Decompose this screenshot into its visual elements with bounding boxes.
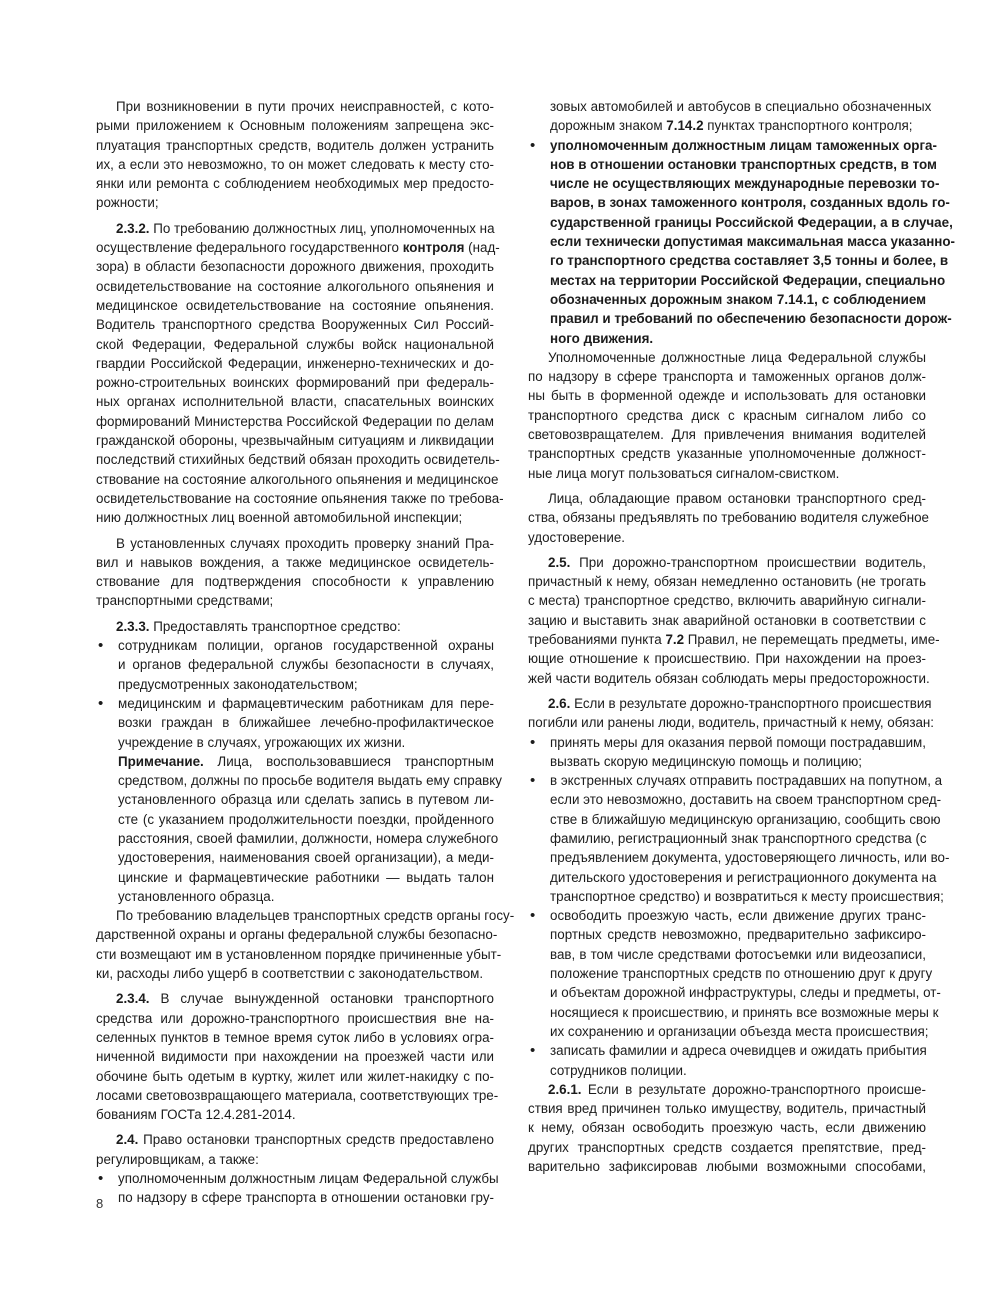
text-line: го транспортного средства составляет 3,5 тонны и более, в bbox=[550, 253, 949, 269]
bullet-item-customs bbox=[528, 136, 956, 348]
clause-number: 2.3.3. bbox=[116, 618, 150, 634]
text-line: ствование для подтверждения способности к управлению bbox=[96, 574, 494, 590]
text-line: к нему, обязан освободить проезжую часть, если движению bbox=[528, 1120, 926, 1136]
text-line: сти возмещают им в установленном порядке причиненные убыт- bbox=[96, 946, 502, 962]
text-line: В установленных случаях проходить проверку знаний Пра- bbox=[116, 535, 494, 551]
text-run: пунктах транспортного контроля; bbox=[703, 118, 913, 134]
text-line: портных средств невозможно, предварительно зафиксиро- bbox=[550, 927, 926, 943]
text-line: янки или ремонта с соблюдением необходимых мер предосто- bbox=[96, 176, 494, 192]
text-line: и объектам дорожной инфраструктуры, следы и предметы, от- bbox=[550, 985, 941, 1001]
text-line: средства или дорожно-транспортного происшествия вне на- bbox=[96, 1010, 494, 1026]
text-line: дительского удостоверения и регистрационного документа на bbox=[550, 869, 937, 885]
clause-number: 2.6. bbox=[548, 695, 571, 711]
text-line bbox=[118, 752, 494, 771]
text-run: осуществление федерального государственного bbox=[96, 240, 403, 256]
text-line: если технически допустимая максимальная масса указанно- bbox=[550, 234, 956, 250]
clause-number: 2.4. bbox=[116, 1132, 139, 1148]
text-line: возки граждан в ближайшее лечебно-профилактическое bbox=[118, 715, 494, 731]
text-line: ных органах исполнительной власти, спасательных воинских bbox=[96, 394, 494, 410]
left-column bbox=[96, 97, 515, 1208]
text-line: транспортными средствами; bbox=[96, 593, 274, 609]
text-line: обозначенных дорожным знаком 7.14.1, с соблюдением bbox=[550, 291, 926, 307]
text-line: вав, в том числе средствами фотосъемки или видеозаписи, bbox=[550, 946, 926, 962]
text-line: сотрудников полиции. bbox=[550, 1062, 687, 1078]
paragraph-officials-uniform bbox=[528, 348, 926, 483]
text-line bbox=[96, 989, 494, 1008]
text-run: Предоставлять транспортное средство: bbox=[149, 618, 401, 634]
clause-number: 2.5. bbox=[548, 554, 571, 570]
text-line: ниченной видимости при нахождении на проезжей части или bbox=[96, 1049, 494, 1065]
bullet-item bbox=[528, 906, 941, 1041]
paragraph-2-3-4 bbox=[96, 989, 499, 1124]
text-line: • в экстренных случаях отправить пострадавших на попутном, а bbox=[550, 773, 943, 789]
text-line: световозвращателем. Для привлечения внимания водителей bbox=[528, 427, 926, 443]
text-line: стве в ближайшую медицинскую организацию, сообщить свою bbox=[550, 811, 941, 827]
bullet-item bbox=[528, 1041, 926, 1080]
text-line: по надзору в сфере транспорта и таможенных органов долж- bbox=[528, 369, 926, 385]
text-line: варов, в зонах таможенного контроля, созданных вдоль го- bbox=[550, 195, 950, 211]
text-line: фамилию, регистрационный знак транспортного средства (с bbox=[550, 830, 927, 846]
text-line: дарственной охраны и органы федеральной службы безопасно- bbox=[96, 927, 498, 943]
text-line: медицинское освидетельствование на состояние опьянения. bbox=[96, 297, 494, 313]
text-run: По требованию должностных лиц, уполномоченных на bbox=[149, 220, 495, 236]
text-line: сударственной границы Российской Федерации, а в случае, bbox=[550, 214, 953, 230]
paragraph-knowledge-check bbox=[96, 534, 494, 611]
paragraph-2-6-1 bbox=[528, 1080, 926, 1176]
text-line: варительно зафиксировав любыми возможными способами, bbox=[528, 1159, 926, 1175]
text-line: транспортных средств указанные уполномоченные должност- bbox=[528, 446, 926, 462]
text-line: зовых автомобилей и автобусов в специально обозначенных bbox=[550, 99, 932, 114]
text-run: В случае вынужденной остановки транспортного bbox=[149, 991, 494, 1007]
text-line: рожности; bbox=[96, 195, 159, 211]
bullet-item bbox=[528, 733, 926, 772]
text-line: носящиеся к происшествию, и принять все возможные меры к bbox=[550, 1004, 939, 1020]
text-run: (над- bbox=[464, 240, 500, 256]
text-line: погибли или ранены люди, водитель, причастный к нему, обязан: bbox=[528, 715, 935, 731]
paragraph-2-6 bbox=[528, 694, 935, 733]
text-line: ствия вред причинен только имуществу, водитель, причастный bbox=[528, 1101, 926, 1117]
text-line: ные лица могут пользоваться сигналом-свистком. bbox=[528, 465, 840, 481]
text-line: средством, должны по просьбе водителя выдать ему справку bbox=[118, 773, 502, 789]
text-line: Лица, обладающие правом остановки транспортного сред- bbox=[548, 490, 926, 506]
paragraph-2-3-2 bbox=[96, 219, 504, 528]
page-number: 8 bbox=[96, 1196, 104, 1211]
text-line: Уполномоченные должностные лица Федеральной службы bbox=[548, 349, 926, 365]
text-run: требованиями пункта bbox=[528, 632, 666, 648]
text-line bbox=[96, 1130, 494, 1149]
text-line: • уполномоченным должностным лицам таможенных орга- bbox=[550, 137, 937, 153]
text-line: освидетельствование на состояние алкогольного опьянения и bbox=[96, 278, 494, 294]
text-line: • освободить проезжую часть, если движение других транс- bbox=[550, 908, 926, 924]
text-line: установленного образца или сделать запись в путевом ли- bbox=[118, 792, 494, 808]
text-line: местах на территории Российской Федерации, специально bbox=[550, 272, 946, 288]
text-line: установленного образца. bbox=[118, 888, 275, 904]
text-line bbox=[528, 1080, 926, 1099]
text-line: транспортное средство) и возвратиться к месту происшествия; bbox=[550, 888, 944, 904]
text-line: их, а если это невозможно, то он может следовать к месту сто- bbox=[96, 156, 494, 172]
text-run: Лица, воспользовавшиеся транспортным bbox=[203, 753, 494, 769]
text-line: При возникновении в пути прочих неисправностей, с кото- bbox=[116, 99, 494, 114]
text-run: Если в результате дорожно-транспортного происшествия bbox=[570, 695, 932, 711]
text-line: ской Федерации, Федеральной службы войск национальной bbox=[96, 336, 494, 352]
text-line bbox=[550, 116, 926, 135]
text-line bbox=[96, 219, 494, 238]
paragraph-2-4 bbox=[96, 1130, 494, 1169]
bullet-item bbox=[528, 771, 950, 906]
paragraph-id-card bbox=[528, 489, 929, 547]
text-line: учреждение в случаях, угрожающих их жизни. bbox=[118, 734, 406, 750]
text-line: удостоверение. bbox=[528, 529, 625, 545]
paragraph-faults bbox=[96, 97, 494, 213]
clause-number: 2.3.4. bbox=[116, 991, 150, 1007]
text-line: последствий стихийных бедствий обязан проходить освидетель- bbox=[96, 452, 500, 468]
text-line: если это невозможно, доставить на своем транспортном сред- bbox=[550, 792, 942, 808]
text-line: ства, обязаны предъявлять по требованию водителя служебное bbox=[528, 510, 929, 526]
text-line: селенных пунктов в темное время суток либо в условиях огра- bbox=[96, 1029, 494, 1045]
text-line: причастный к нему, обязан немедленно остановить (не трогать bbox=[528, 574, 926, 590]
text-line: их сохранению и организации объезда места происшествия; bbox=[550, 1023, 929, 1039]
text-line: рожно-строительных воинских формирований при федераль- bbox=[96, 375, 494, 391]
paragraph-2-5 bbox=[528, 553, 940, 688]
text-run: Право остановки транспортных средств предоставлено bbox=[138, 1132, 494, 1148]
bold-term: контроля bbox=[402, 240, 465, 256]
text-line: гражданской обороны, чрезвычайным ситуациям и ликвидации bbox=[96, 433, 494, 449]
text-line: • записать фамилии и адреса очевидцев и ожидать прибытия bbox=[550, 1043, 927, 1059]
text-line: положение транспортных средств по отношению друг к другу bbox=[550, 966, 933, 982]
text-line: цинские и фармацевтические работники — выдать талон bbox=[118, 869, 494, 885]
paragraph-2-3-3 bbox=[96, 617, 494, 636]
text-line: формирований Министерства Российской Федерации по делам bbox=[96, 413, 494, 429]
text-line: • сотрудникам полиции, органов государственной охраны bbox=[118, 638, 494, 654]
text-run: дорожным знаком bbox=[550, 118, 667, 134]
text-line: зацию и выставить знак аварийной остановки в соответствии с bbox=[528, 612, 926, 628]
text-line: правил и требований по обеспечению безопасности дорож- bbox=[550, 311, 952, 327]
text-line: и органов федеральной службы безопасности в случаях, bbox=[118, 657, 494, 673]
text-line: вил и навыков вождения, а также медицинское освидетель- bbox=[96, 554, 494, 570]
text-line: ствование на состояние алкогольного опьянения и медицинское bbox=[96, 471, 499, 487]
note-block bbox=[96, 752, 502, 906]
bullet-item bbox=[96, 1169, 499, 1208]
text-line bbox=[528, 694, 932, 713]
text-line: • принять меры для оказания первой помощи пострадавшим, bbox=[550, 734, 926, 750]
text-line: жей части водитель обязан соблюдать меры предосторожности. bbox=[528, 670, 930, 686]
text-line: удостоверения, наименования своей организации), а меди- bbox=[118, 850, 494, 866]
text-line bbox=[528, 553, 926, 572]
road-sign-number: 7.14.2 bbox=[666, 118, 704, 134]
bullet-item bbox=[96, 636, 494, 694]
bullet-item bbox=[96, 694, 494, 752]
text-line: нов в отношении остановки транспортных средств, в том bbox=[550, 156, 937, 172]
text-line: • медицинским и фармацевтическим работникам для пере- bbox=[118, 695, 494, 711]
text-line: ны быть в форменной одежде и использовать для остановки bbox=[528, 388, 926, 404]
text-line: транспортного средства диск с красным сигналом либо со bbox=[528, 407, 926, 423]
text-run: При дорожно-транспортном происшествии водитель, bbox=[570, 554, 926, 570]
text-line: предусмотренных законодательством; bbox=[118, 676, 358, 692]
text-line bbox=[96, 617, 494, 636]
text-line: Водитель транспортного средства Вооруженных Сил Россий- bbox=[96, 317, 494, 333]
text-line: вызвать скорую медицинскую помощь и полицию; bbox=[550, 753, 862, 769]
text-line: бованиям ГОСТа 12.4.281-2014. bbox=[96, 1107, 296, 1123]
text-line: ющие отношение к происшествию. При нахождении на проез- bbox=[528, 651, 926, 667]
text-line: сте (с указанием продолжительности поездки, пройденного bbox=[118, 811, 494, 827]
text-line: с места) транспортное средство, включить аварийную сигнали- bbox=[528, 593, 926, 609]
text-line: регулировщикам, а также: bbox=[96, 1151, 259, 1167]
text-line: плуатация транспортных средств, водитель должен устранить bbox=[96, 137, 494, 153]
right-column bbox=[528, 97, 956, 1176]
text-line: освидетельствование на состояние опьянения также по требова- bbox=[96, 490, 504, 506]
text-line: По требованию владельцев транспортных средств органы госу- bbox=[116, 908, 515, 924]
text-run: Если в результате дорожно-транспортного происше- bbox=[581, 1081, 926, 1097]
text-line: числе не осуществляющих международные перевозки то- bbox=[550, 176, 940, 192]
text-line bbox=[528, 630, 940, 649]
text-line: рыми приложением к Основным положениям запрещена экс- bbox=[96, 118, 494, 134]
text-line: лосами световозвращающего материала, соответствующих тре- bbox=[96, 1087, 499, 1103]
text-line: обочине быть одетым в куртку, жилет или жилет-накидку с по- bbox=[96, 1068, 494, 1084]
text-line: расстояния, своей фамилии, должности, номера служебного bbox=[118, 830, 499, 846]
text-line: ного движения. bbox=[550, 330, 654, 346]
text-line: • уполномоченным должностным лицам Федеральной службы bbox=[118, 1171, 499, 1187]
text-line: зора) в области безопасности дорожного движения, проходить bbox=[96, 259, 494, 275]
clause-number: 2.6.1. bbox=[548, 1081, 582, 1097]
text-line: нию должностных лиц военной автомобильной инспекции; bbox=[96, 510, 463, 526]
clause-number: 2.3.2. bbox=[116, 220, 150, 236]
text-line bbox=[96, 238, 500, 257]
text-line: по надзору в сфере транспорта в отношении остановки гру- bbox=[118, 1190, 494, 1206]
text-line: ки, расходы либо ущерб в соответствии с законодательством. bbox=[96, 966, 484, 982]
paragraph-compensation bbox=[96, 906, 515, 983]
clause-reference: 7.2 bbox=[665, 632, 685, 648]
text-run: Правил, не перемещать предметы, име- bbox=[684, 632, 940, 648]
bullet-continuation bbox=[528, 97, 932, 136]
note-label: Примечание. bbox=[118, 753, 204, 769]
text-line: гвардии Российской Федерации, инженерно-технических и до- bbox=[96, 355, 494, 371]
text-line: предъявлением документа, удостоверяющего личность, или во- bbox=[550, 850, 950, 866]
text-line: других транспортных средств создается препятствие, пред- bbox=[528, 1139, 926, 1155]
